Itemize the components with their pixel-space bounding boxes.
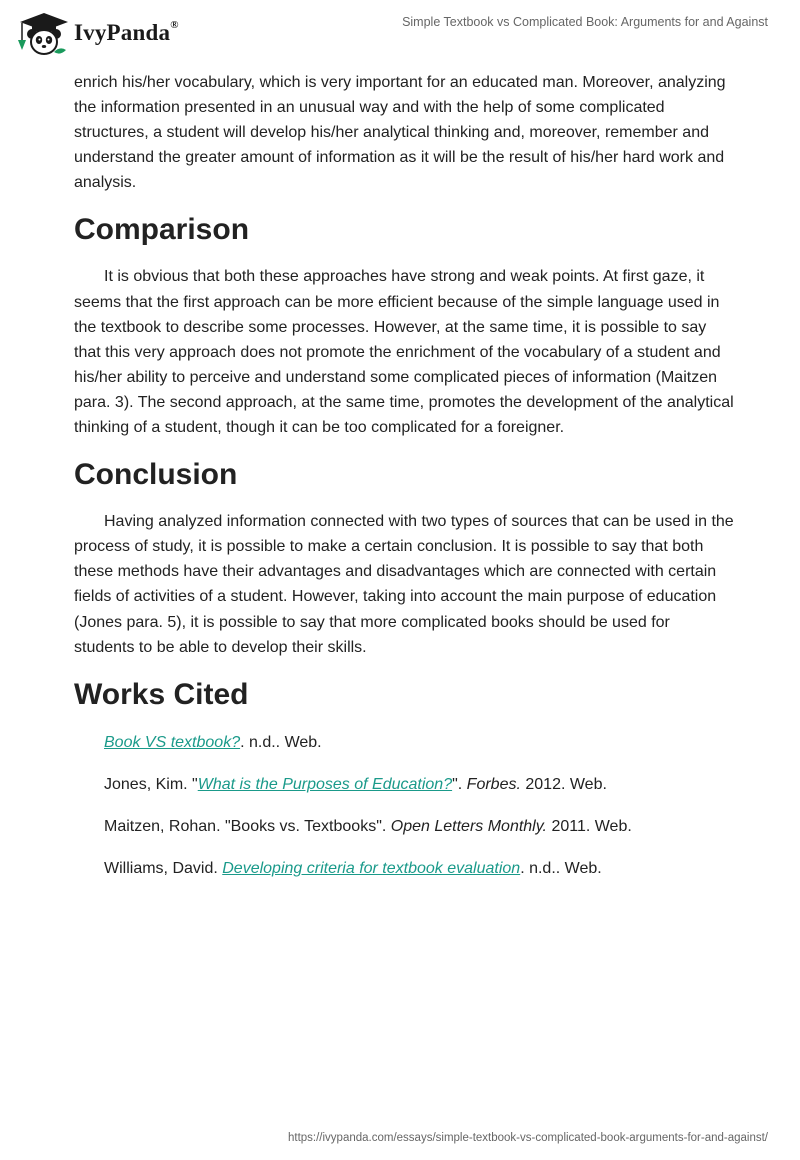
ivypanda-logo[interactable]	[14, 10, 179, 56]
page-header	[0, 0, 800, 70]
citation-entry	[104, 856, 734, 881]
citation-link[interactable]: Developing criteria for textbook evaluation	[222, 859, 521, 877]
source-url[interactable]: https://ivypanda.com/essays/simple-textbook-vs-complicated-book-arguments-for-and-against/	[287, 1132, 768, 1144]
citation-prefix: Williams, David.	[104, 859, 223, 877]
citation-link[interactable]: What is the Purposes of Education?	[197, 775, 453, 793]
panda-graduate-icon	[14, 10, 70, 56]
brand-name: IvyPanda®	[74, 19, 179, 45]
intro-paragraph: enrich his/her vocabulary, which is very important for an educated man. Moreover, analyzing the information presented in an unusual way and with the help of some complicated structures, a student will develop his/her analytical thinking and, moreover, remember and understand the greater amount of information as it will be the result of his/her hard work and analysis.	[74, 74, 726, 192]
citation-entry	[104, 730, 734, 755]
citation-prefix: Maitzen, Rohan. "Books vs. Textbooks".	[104, 817, 391, 835]
comparison-heading: Comparison	[74, 213, 250, 247]
citation-suffix: 2011. Web.	[547, 817, 632, 835]
citation-suffix: 2012. Web.	[520, 775, 607, 793]
document-title: Simple Textbook vs Complicated Book: Arguments for and Against	[402, 15, 768, 29]
conclusion-heading: Conclusion	[74, 458, 238, 492]
citation-entry	[104, 814, 734, 839]
citation-entry	[104, 772, 734, 797]
essay-content	[74, 70, 734, 898]
registered-mark: ®	[170, 19, 179, 32]
citation-journal: Forbes.	[466, 775, 521, 793]
conclusion-paragraph: Having analyzed information connected with two types of sources that can be used in the process of study, it is possible to make a certain conclusion. It is possible to say that both these methods have their advantages and disadvantages which are connected with certain fields of activities of a student. However, taking into account the main purpose of education (Jones para. 5), it is possible to say that more complicated books should be used for students to be able to develop their skills.	[74, 513, 734, 656]
citation-journal: Open Letters Monthly.	[390, 817, 547, 835]
citation-prefix: Jones, Kim. "	[104, 775, 198, 793]
comparison-paragraph: It is obvious that both these approaches have strong and weak points. At first gaze, it seems that the first approach can be more efficient because of the simple language used in the textbook to describe some processes. However, at the same time, it is possible to say that this very approach does not promote the enrichment of the vocabulary of a student and his/her ability to perceive and understand some complicated pieces of information (Maitzen para. 3). The second approach, at the same time, promotes the development of the analytical thinking of a student, though it can be too complicated for a foreigner.	[74, 268, 734, 437]
citation-mid: ".	[452, 775, 467, 793]
citation-link[interactable]: Book VS textbook?	[104, 733, 241, 751]
citation-suffix: . n.d.. Web.	[240, 733, 322, 751]
works-cited-heading: Works Cited	[74, 677, 249, 711]
citation-suffix: . n.d.. Web.	[520, 859, 602, 877]
